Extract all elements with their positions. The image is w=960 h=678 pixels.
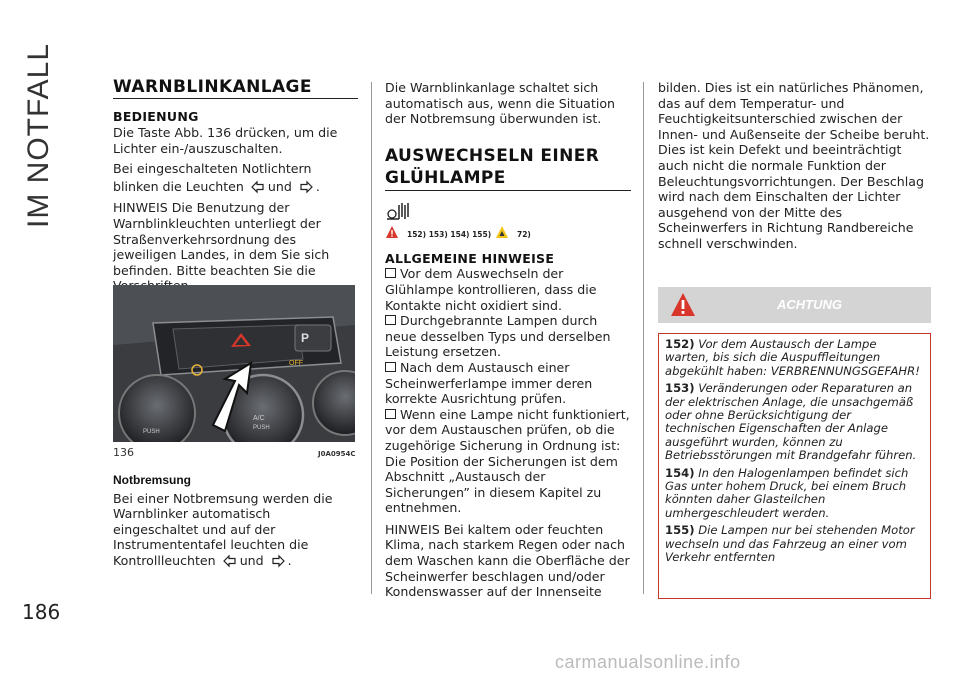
paragraph-indicators: Bei eingeschalteten Notlichtern blinken die Leuchten und . (113, 161, 320, 195)
left-column (113, 77, 358, 298)
paragraph-hinweis-traffic: HINWEIS Die Benutzung der Warnblinkleuchten unterliegt der Straßenverkehrsordnung des jeweiligen Landes, in dem Sie sich befinden. Bitte beachten Sie die (113, 200, 330, 278)
paragraph-hinweis-condensation: HINWEIS Bei kaltem oder feuchten Klima, nach starkem Regen oder nach dem Waschen kann die Oberfläche der Scheinwerfer beschlagen und/oder Kondenswasser auf der Innenseite (385, 521, 630, 600)
photo-label-ac: A/C (253, 415, 265, 422)
section-heading-auswechseln: AUSWECHSELN EINER (385, 145, 600, 166)
figure-code: J0A0954C (318, 450, 356, 458)
section-heading-warnblinkanlage: WARNBLINKANLAGE (113, 80, 358, 99)
caution-references: 72) (517, 229, 531, 239)
photo-label-off: OFF (289, 360, 303, 367)
photo-label-p: P (301, 331, 310, 345)
right-column (658, 80, 934, 256)
subheading-notbremsung: Notbremsung (113, 473, 191, 487)
right-turn-arrow-icon (299, 180, 313, 194)
warning-item-154: 154) In den Halogenlampen befindet sich Gas unter hohem Druck, bei einem Bruch könnten daher Glasteilchen umhergeschleudert werden. (665, 465, 909, 520)
dashboard-illustration (113, 285, 355, 442)
column-divider (371, 82, 372, 594)
caution-triangle-icon (495, 225, 509, 239)
warning-body (658, 333, 931, 599)
checkbox-bullet-icon (385, 315, 396, 325)
checkbox-bullet-icon (385, 362, 396, 372)
paragraph-auto-off: Die Warnblinkanlage schaltet sich automatisch aus, wenn die Situation der Notbremsung überwunden ist. (385, 80, 616, 127)
chapter-title: IM NOTFALL (22, 42, 55, 228)
left-turn-arrow-icon (251, 180, 265, 194)
checkbox-bullet-icon (385, 409, 396, 419)
warning-header (658, 287, 931, 323)
figure-hazard-button-photo (113, 285, 355, 442)
checkbox-bullet-icon (385, 268, 396, 278)
bullet-item: Wenn eine Lampe nicht funktioniert, vor dem Austauschen prüfen, ob die zugehörige Sicherung in Ordnung ist: Die Position der Sicherungen ist dem Abschnitt „Austausch der Sicherungen” in diesem Kapitel zu entnehmen. (385, 406, 630, 516)
middle-column (385, 80, 631, 604)
paragraph-condensation-continued: bilden. Dies ist ein natürliches Phänomen, das auf dem Temperatur- und Feuchtigkeitsunterschied zwischen der Innen- und Außenseite der Scheibe beruht. Dies ist kein Defekt und beeinträchtigt auch nicht die normale Funktion der Beleuchtungsvorrichtungen. Der Beschlag wird nach dem Einschalten der Lichter ausgehend von der Mitte des Scheinwerfers in Richtung Randbereiche schnell verschwinden. (658, 80, 930, 251)
warning-box (658, 287, 931, 599)
photo-label-push-left: PUSH (143, 429, 160, 435)
bullet-item: Durchgebrannte Lampen durch neue desselben Typs und derselben Leistung ersetzen. (385, 313, 611, 360)
photo-label-push-center: PUSH (253, 425, 270, 431)
subheading-bedienung: BEDIENUNG (113, 108, 199, 124)
right-turn-arrow-icon (271, 554, 285, 568)
warning-item-153: 153) Veränderungen oder Reparaturen an der elektrischen Anlage, die unsachgemäß oder ohne Berücksichtigung der technischen Eigenschaften der Anlage ausgeführt wurden, können zu Betriebsstörungen mit Brandgefahr führen. (665, 381, 917, 463)
warning-title: ACHTUNG (777, 297, 842, 312)
paragraph-notbremsung: Bei einer Notbremsung werden die Warnblinker automatisch eingeschaltet und auf der Instrumententafel leuchten die Kontrollleuchten und . (113, 490, 333, 568)
page-number: 186 (22, 600, 61, 624)
watermark: carmanualsonline.info (555, 652, 741, 672)
figure-number: 136 (113, 446, 134, 459)
left-turn-arrow-icon (223, 554, 237, 568)
subheading-allgemeine-hinweise: ALLGEMEINE HINWEISE (385, 250, 555, 266)
bullet-item: Nach dem Austausch einer Scheinwerferlampe immer deren korrekte Ausrichtung prüfen. (385, 359, 593, 407)
bulb-symbol (385, 201, 631, 223)
notbremsung-section (113, 473, 358, 573)
section-heading-gluehlampe: GLÜHLAMPE (385, 167, 631, 191)
warning-item-155: 155) Die Lampen nur bei stehenden Motor wechseln und das Fahrzeug an einer vom Verkehr entfernten (665, 523, 915, 565)
lamp-icon (385, 201, 411, 223)
references-row (385, 225, 631, 245)
column-divider (643, 82, 644, 594)
warning-item-152: 152) Vor dem Austausch der Lampe warten, bis sich die Auspuffleitungen abgekühlt haben: VERBRENNUNGSGEFAHR! (665, 337, 920, 378)
bullet-item: Vor dem Auswechseln der Glühlampe kontrollieren, dass die Kontakte nicht oxidiert sind. (385, 266, 597, 313)
warning-references: 152) 153) 154) 155) (407, 229, 492, 239)
warning-triangle-icon (385, 225, 399, 239)
paragraph-press-button: Die Taste Abb. 136 drücken, um die Lichter ein-/auszuschalten. (113, 125, 338, 156)
